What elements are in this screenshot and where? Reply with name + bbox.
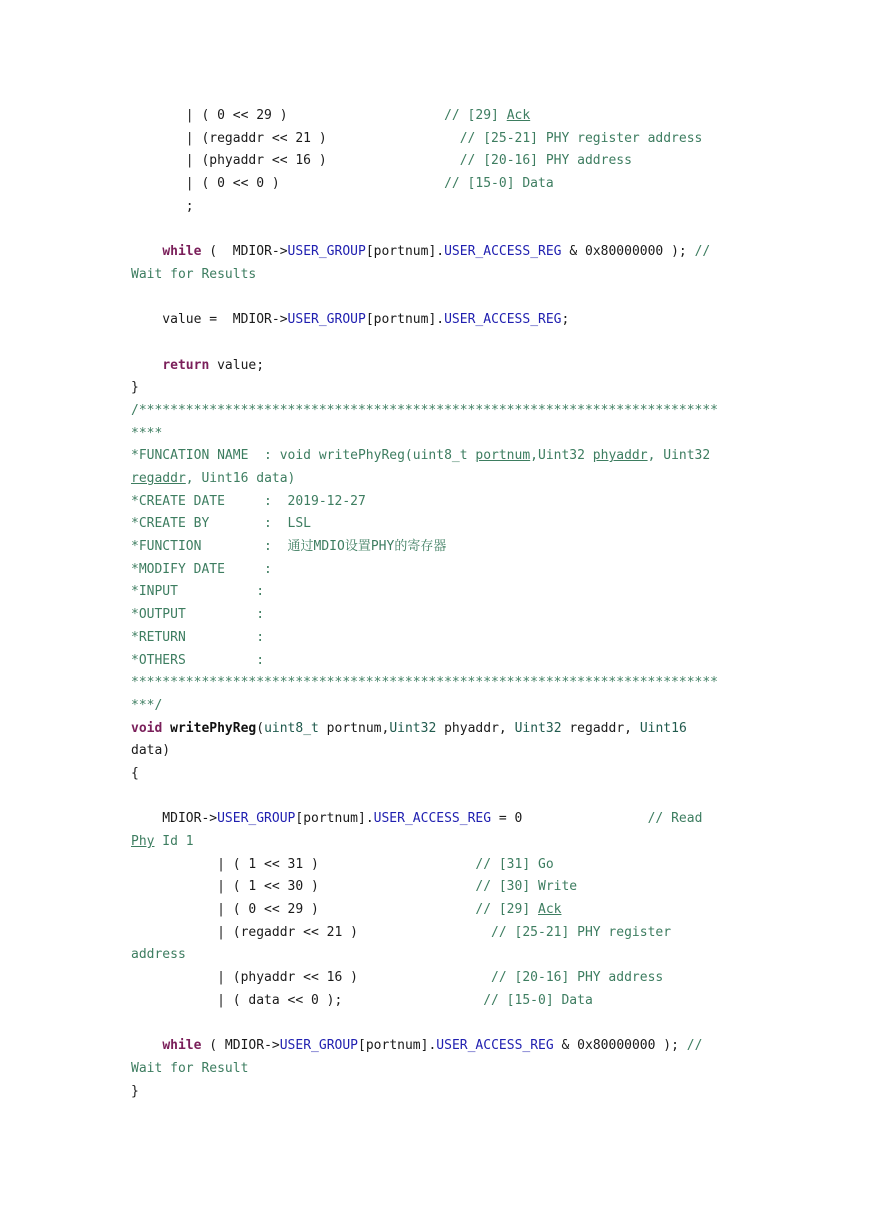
code-line [131, 536, 771, 559]
code-line [131, 718, 771, 741]
code-line [131, 400, 771, 423]
code-token: = 0 [491, 811, 648, 827]
code-token: // [686, 1038, 703, 1054]
code-token: address [131, 947, 186, 963]
code-token: USER_GROUP [287, 244, 366, 260]
code-token: portnum [475, 448, 531, 464]
code-line [131, 604, 771, 627]
code-token: phyaddr, [436, 720, 515, 736]
code-token: portnum, [318, 720, 390, 736]
code-token: *************************************************************************** [131, 675, 718, 691]
code-line [131, 287, 771, 310]
code-token: Ack [506, 108, 531, 123]
code-line [131, 786, 771, 809]
code-token: Wait for Result [131, 1060, 249, 1076]
code-line [131, 922, 771, 945]
code-line [131, 423, 771, 446]
code-line [131, 491, 771, 514]
code-line [131, 377, 771, 400]
code-token: // [694, 244, 711, 260]
code-token: | ( data << 0 ); [131, 992, 484, 1008]
code-token: , Uint32 [647, 448, 711, 464]
code-token: | ( 0 << 0 ) [131, 176, 445, 192]
code-token: while [162, 1038, 202, 1054]
code-token: *OUTPUT : [131, 607, 265, 623]
code-token: Ack [538, 902, 562, 918]
code-token: // [15-0] Data [444, 176, 554, 192]
code-token: | ( 1 << 31 ) [131, 856, 476, 872]
code-token: USER_ACCESS_REG [436, 1038, 554, 1054]
code-token [162, 721, 170, 736]
code-line [131, 650, 771, 673]
code-token: // [30] Write [475, 879, 578, 895]
code-token: *CREATE BY : LSL [131, 516, 312, 532]
code-token: ; [131, 198, 194, 214]
code-token: ( MDIOR-> [201, 1038, 280, 1054]
code-token: Phy [131, 834, 155, 849]
code-token: } [131, 1083, 139, 1099]
code-token: ***/ [131, 697, 163, 713]
code-token: ; [561, 312, 570, 328]
code-line [131, 672, 771, 695]
code-token: MDIOR-> [131, 811, 218, 827]
code-token: | (regaddr << 21 ) [131, 130, 460, 146]
code-token: *RETURN : [131, 629, 265, 645]
code-line [131, 128, 771, 151]
code-token: // [15-0] Data [483, 992, 593, 1008]
code-token: { [131, 765, 139, 781]
code-line [131, 831, 771, 854]
code-token: *CREATE DATE : 2019-12-27 [131, 493, 366, 509]
code-line [131, 1081, 771, 1104]
code-token: Wait for Results [131, 266, 257, 282]
code-token: | ( 1 << 30 ) [131, 879, 476, 895]
code-line [131, 309, 771, 332]
code-token: ( [256, 720, 265, 736]
code-token: // [25-21] PHY register address [459, 130, 703, 146]
code-line [131, 695, 771, 718]
code-token [131, 358, 162, 373]
code-token: value; [209, 357, 265, 373]
code-token: regaddr [131, 471, 186, 486]
code-token: return [162, 357, 210, 373]
code-token: & 0x80000000 ); [561, 244, 695, 260]
code-token: USER_ACCESS_REG [444, 244, 562, 260]
code-token: | (phyaddr << 16 ) [131, 153, 460, 169]
code-token: data) [131, 743, 171, 759]
code-token: /************************************************************************** [131, 402, 718, 418]
code-token: USER_GROUP [287, 312, 366, 328]
code-line [131, 559, 771, 582]
code-line [131, 196, 771, 219]
code-token: | (phyaddr << 16 ) [131, 970, 492, 986]
code-token: phyaddr [592, 448, 648, 464]
code-line [131, 150, 771, 173]
code-token: Uint16 [639, 720, 687, 736]
code-token: [portnum]. [365, 312, 445, 328]
code-token: *FUNCTION : 通过MDIO设置PHY的寄存器 [131, 539, 447, 555]
code-listing [131, 105, 771, 1103]
code-token: USER_GROUP [217, 811, 296, 827]
code-line [131, 218, 771, 241]
code-token: } [131, 380, 139, 396]
code-token: regaddr, [561, 720, 640, 736]
code-token: [portnum]. [295, 811, 374, 827]
code-line [131, 967, 771, 990]
code-token: | ( 0 << 29 ) [131, 108, 445, 123]
code-line [131, 627, 771, 650]
code-line [131, 241, 771, 264]
code-line [131, 105, 771, 128]
code-line [131, 899, 771, 922]
code-token: | (regaddr << 21 ) [131, 924, 492, 940]
code-token: **** [131, 425, 163, 441]
code-line [131, 173, 771, 196]
code-token: // [29] [475, 902, 538, 918]
code-line [131, 1058, 771, 1081]
code-token: ,Uint32 [530, 448, 593, 464]
code-line [131, 854, 771, 877]
code-line [131, 332, 771, 355]
code-token: while [162, 244, 202, 260]
code-token: // [29] [444, 108, 507, 123]
code-token: USER_ACCESS_REG [444, 312, 562, 328]
code-token: value = MDIOR-> [131, 312, 288, 328]
code-token: ( MDIOR-> [201, 244, 288, 260]
code-token: USER_GROUP [279, 1038, 359, 1054]
code-line [131, 445, 771, 468]
code-line [131, 763, 771, 786]
code-token: Id 1 [154, 834, 194, 849]
code-line [131, 355, 771, 378]
code-token: *MODIFY DATE : [131, 561, 272, 577]
code-token: , Uint16 data) [185, 471, 296, 486]
code-token: *FUNCATION NAME : void writePhyReg(uint8_t [131, 448, 476, 464]
code-token [131, 244, 162, 259]
code-line [131, 876, 771, 899]
code-line [131, 808, 771, 831]
code-token: // Read [647, 811, 703, 827]
code-line [131, 264, 771, 287]
code-token [131, 1038, 162, 1053]
code-token: & 0x80000000 ); [553, 1038, 687, 1054]
code-token: *OTHERS : [131, 652, 265, 668]
code-token: // [20-16] PHY address [491, 970, 664, 986]
code-line [131, 468, 771, 491]
code-token: Uint32 [389, 720, 437, 736]
code-line [131, 1035, 771, 1058]
code-line [131, 944, 771, 967]
code-token: USER_ACCESS_REG [373, 811, 492, 827]
code-line [131, 990, 771, 1013]
code-token: // [31] Go [475, 856, 554, 872]
code-token: // [25-21] PHY register [491, 924, 672, 940]
code-token: Uint32 [514, 720, 562, 736]
code-token: void [131, 720, 163, 736]
code-token: // [20-16] PHY address [459, 153, 632, 169]
code-token: | ( 0 << 29 ) [131, 902, 476, 918]
code-token: [portnum]. [358, 1038, 437, 1054]
code-line [131, 581, 771, 604]
code-token: [portnum]. [365, 244, 445, 260]
code-line [131, 740, 771, 763]
code-token: uint8_t [264, 720, 319, 736]
code-token: *INPUT : [131, 584, 265, 600]
code-line [131, 513, 771, 536]
code-token: writePhyReg [170, 720, 257, 736]
code-line [131, 1013, 771, 1036]
